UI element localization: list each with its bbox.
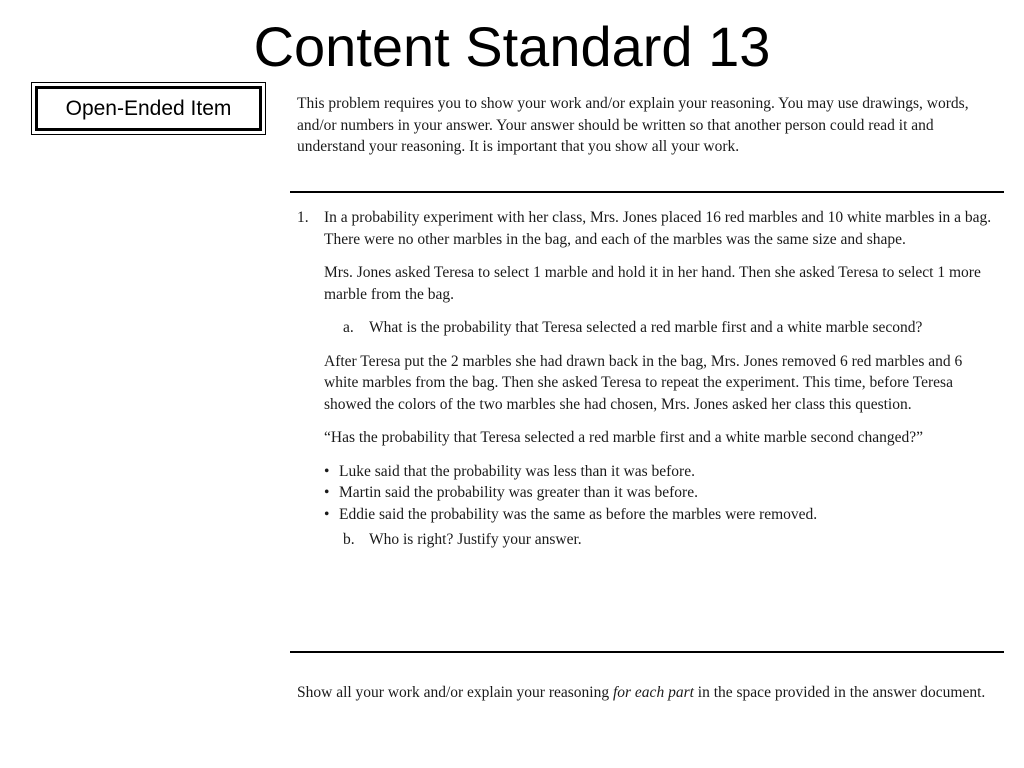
part-b bbox=[343, 529, 992, 551]
problem-question-quote: “Has the probability that Teresa selected a red marble first and a white marble second changed?” bbox=[324, 429, 923, 446]
list-item: • Martin said the probability was greater than it was before. bbox=[324, 482, 992, 504]
problem-paragraph-1: In a probability experiment with her class, Mrs. Jones placed 16 red marbles and 10 white marbles in a bag. There were no other marbles in the bag, and each of the marbles was the same size and shape. bbox=[324, 209, 992, 248]
top-divider bbox=[290, 191, 1004, 193]
bullet-icon: • bbox=[324, 505, 330, 523]
footer-text-start: Show all your work and/or explain your reasoning bbox=[297, 684, 613, 701]
list-item: • Luke said that the probability was less than it was before. bbox=[324, 461, 992, 483]
student-claims-list bbox=[324, 461, 992, 526]
footer-instructions bbox=[297, 682, 992, 704]
intro-instructions: This problem requires you to show your work and/or explain your reasoning. You may use drawings, words, and/or numbers in your answer. Your answer should be written so that another person could read it and understand your reasoning. It is important that you show all your work. bbox=[297, 95, 969, 155]
problem-1 bbox=[297, 207, 992, 563]
part-b-text: Who is right? Justify your answer. bbox=[369, 531, 582, 548]
part-a-text: What is the probability that Teresa selected a red marble first and a white marble second? bbox=[369, 319, 923, 336]
part-a-label: a. bbox=[343, 319, 354, 336]
item-type-box bbox=[31, 82, 266, 135]
item-type-label: Open-Ended Item bbox=[35, 86, 262, 131]
problem-paragraph-3: After Teresa put the 2 marbles she had drawn back in the bag, Mrs. Jones removed 6 red marbles and 6 white marbles from the bag. Then she asked Teresa to repeat the experiment. This time, before Teresa showed the colors of the two marbles she had chosen, Mrs. Jones asked her class this question. bbox=[324, 352, 963, 413]
footer-text-end: in the space provided in the answer document. bbox=[693, 684, 986, 701]
bullet-icon: • bbox=[324, 484, 330, 501]
part-b-label: b. bbox=[343, 531, 355, 548]
bottom-divider bbox=[290, 651, 1004, 653]
footer-emphasis: for each part bbox=[612, 684, 694, 701]
list-item: • Eddie said the probability was the same as before the marbles were removed. bbox=[324, 504, 992, 526]
problem-paragraph-2: Mrs. Jones asked Teresa to select 1 marble and hold it in her hand. Then she asked Teresa to select 1 more marble from the bag. bbox=[324, 264, 981, 303]
problem-number: 1. bbox=[297, 209, 309, 226]
slide-title: Content Standard 13 bbox=[253, 15, 771, 78]
bullet-icon: • bbox=[324, 462, 330, 480]
part-a bbox=[343, 317, 992, 339]
